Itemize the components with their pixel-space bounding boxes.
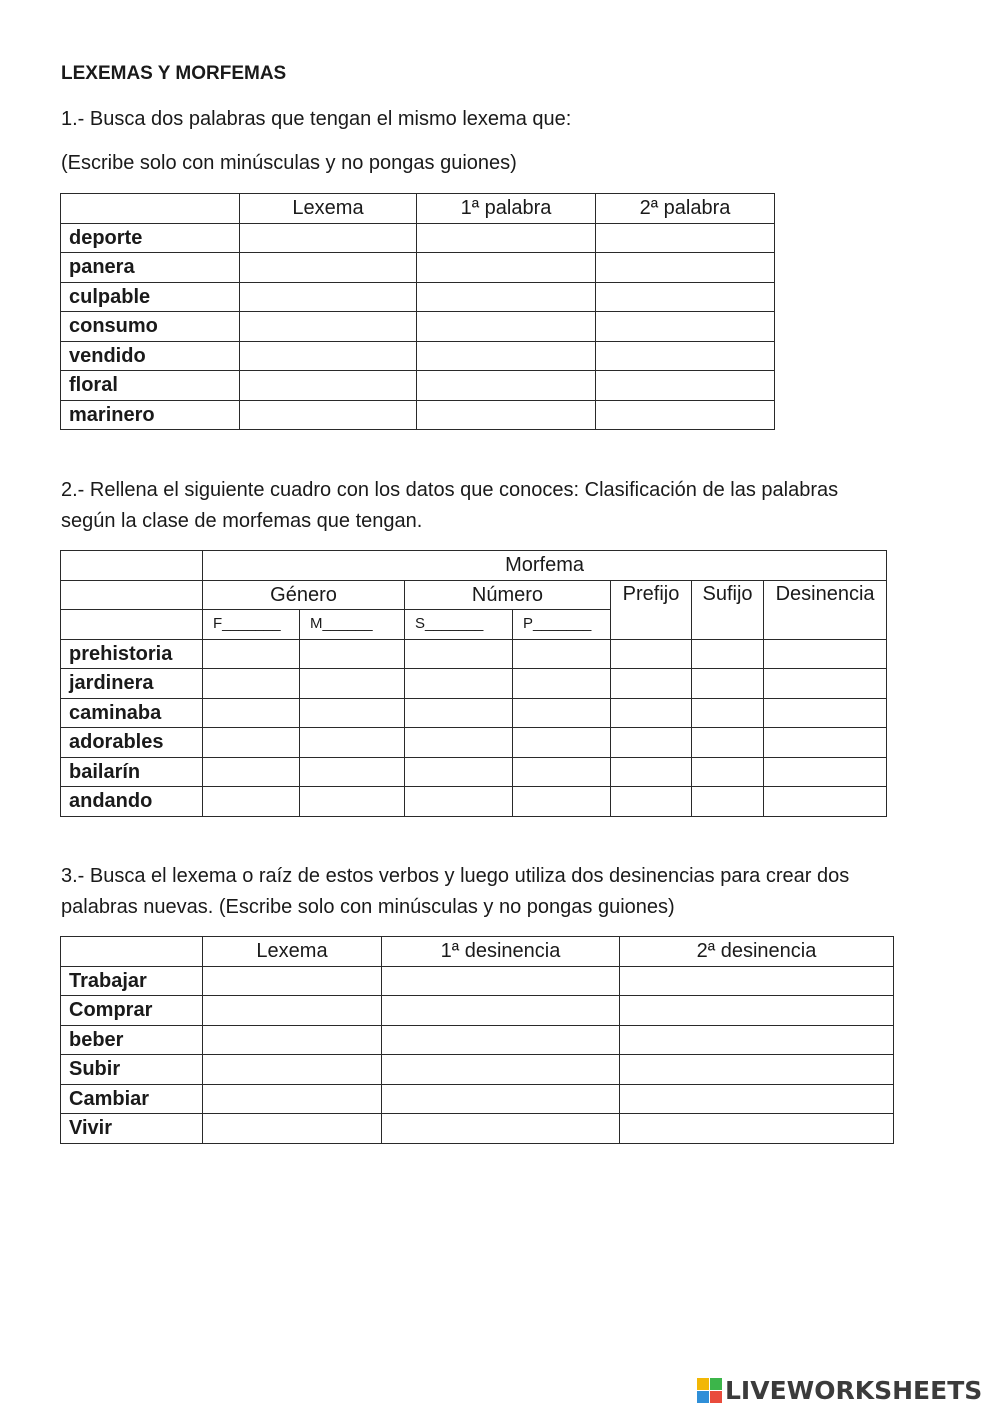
answer-cell[interactable] [382, 966, 620, 996]
plural-subheader: P_______ [513, 610, 611, 640]
answer-cell[interactable] [620, 1025, 894, 1055]
answer-cell[interactable] [692, 669, 764, 699]
answer-cell[interactable] [300, 639, 405, 669]
table-row [61, 1025, 894, 1055]
answer-cell[interactable] [417, 371, 596, 401]
answer-cell[interactable] [596, 400, 775, 430]
masculino-subheader: M______ [300, 610, 405, 640]
answer-cell[interactable] [620, 996, 894, 1026]
row-word: panera [61, 253, 240, 283]
answer-cell[interactable] [692, 757, 764, 787]
answer-cell[interactable] [203, 757, 300, 787]
desinencia-table [60, 936, 894, 1144]
logo-square [697, 1378, 709, 1390]
answer-cell[interactable] [513, 787, 611, 817]
answer-cell[interactable] [240, 371, 417, 401]
column-header: 2ª desinencia [620, 937, 894, 967]
answer-cell[interactable] [382, 1055, 620, 1085]
answer-cell[interactable] [203, 669, 300, 699]
answer-cell[interactable] [764, 639, 887, 669]
answer-cell[interactable] [417, 341, 596, 371]
answer-cell[interactable] [513, 639, 611, 669]
row-word: marinero [61, 400, 240, 430]
answer-cell[interactable] [417, 400, 596, 430]
answer-cell[interactable] [203, 728, 300, 758]
answer-cell[interactable] [405, 728, 513, 758]
row-word: beber [61, 1025, 203, 1055]
answer-cell[interactable] [240, 282, 417, 312]
answer-cell[interactable] [405, 787, 513, 817]
table-header-row [61, 937, 894, 967]
section2-instruction-line2: según la clase de morfemas que tengan. [61, 510, 423, 532]
logo-square [710, 1378, 722, 1390]
row-word: adorables [61, 728, 203, 758]
answer-cell[interactable] [405, 639, 513, 669]
answer-cell[interactable] [596, 253, 775, 283]
sufijo-header: Sufijo [692, 580, 764, 639]
column-header: 1ª desinencia [382, 937, 620, 967]
row-word: Comprar [61, 996, 203, 1026]
answer-cell[interactable] [300, 728, 405, 758]
row-word: floral [61, 371, 240, 401]
answer-cell[interactable] [240, 400, 417, 430]
answer-cell[interactable] [596, 312, 775, 342]
table-row [61, 312, 775, 342]
table-header-row [61, 551, 887, 581]
column-header: Lexema [203, 937, 382, 967]
answer-cell[interactable] [596, 341, 775, 371]
answer-cell[interactable] [596, 282, 775, 312]
row-word: caminaba [61, 698, 203, 728]
answer-cell[interactable] [611, 639, 692, 669]
answer-cell[interactable] [513, 728, 611, 758]
answer-cell[interactable] [417, 253, 596, 283]
answer-cell[interactable] [300, 669, 405, 699]
genero-header: Género [203, 580, 405, 610]
section3-instruction-line2: palabras nuevas. (Escribe solo con minúsculas y no pongas guiones) [61, 896, 675, 918]
morfema-header: Morfema [203, 551, 887, 581]
answer-cell[interactable] [764, 757, 887, 787]
table-row [61, 757, 887, 787]
corner-cell [61, 937, 203, 967]
answer-cell[interactable] [300, 787, 405, 817]
row-word: andando [61, 787, 203, 817]
answer-cell[interactable] [417, 282, 596, 312]
row-word: consumo [61, 312, 240, 342]
row-word: Subir [61, 1055, 203, 1085]
section2-instruction [61, 475, 838, 537]
answer-cell[interactable] [764, 698, 887, 728]
answer-cell[interactable] [513, 669, 611, 699]
answer-cell[interactable] [692, 639, 764, 669]
answer-cell[interactable] [620, 1084, 894, 1114]
answer-cell[interactable] [611, 728, 692, 758]
column-header: 1ª palabra [417, 194, 596, 224]
answer-cell[interactable] [596, 223, 775, 253]
row-word: Vivir [61, 1114, 203, 1144]
brand-name: LIVEWORKSHEETS [725, 1376, 983, 1405]
answer-cell[interactable] [692, 728, 764, 758]
morfema-table [60, 550, 887, 817]
corner-cell [61, 194, 240, 224]
answer-cell[interactable] [203, 1114, 382, 1144]
answer-cell[interactable] [203, 1055, 382, 1085]
answer-cell[interactable] [620, 1055, 894, 1085]
answer-cell[interactable] [513, 698, 611, 728]
section3-instruction [61, 861, 849, 923]
column-header: 2ª palabra [596, 194, 775, 224]
answer-cell[interactable] [417, 223, 596, 253]
logo-square [697, 1391, 709, 1403]
answer-cell[interactable] [692, 698, 764, 728]
femenino-subheader: F_______ [203, 610, 300, 640]
answer-cell[interactable] [764, 669, 887, 699]
table-row [61, 1055, 894, 1085]
answer-cell[interactable] [611, 669, 692, 699]
answer-cell[interactable] [382, 1025, 620, 1055]
corner-cell [61, 580, 203, 610]
section1-note: (Escribe solo con minúsculas y no pongas guiones) [61, 152, 517, 174]
answer-cell[interactable] [405, 669, 513, 699]
table-row [61, 400, 775, 430]
answer-cell[interactable] [300, 757, 405, 787]
row-word: Trabajar [61, 966, 203, 996]
table-row [61, 996, 894, 1026]
answer-cell[interactable] [611, 757, 692, 787]
answer-cell[interactable] [240, 223, 417, 253]
liveworksheets-logo-icon [697, 1378, 722, 1403]
answer-cell[interactable] [300, 698, 405, 728]
table-row [61, 223, 775, 253]
answer-cell[interactable] [405, 698, 513, 728]
page-title: LEXEMAS Y MORFEMAS [61, 63, 287, 84]
table-header-row [61, 580, 887, 610]
answer-cell[interactable] [764, 787, 887, 817]
lexema-table [60, 193, 775, 430]
corner-cell [61, 551, 203, 581]
answer-cell[interactable] [611, 698, 692, 728]
table-row [61, 669, 887, 699]
desinencia-header: Desinencia [764, 580, 887, 639]
answer-cell[interactable] [203, 1084, 382, 1114]
answer-cell[interactable] [203, 1025, 382, 1055]
table-row [61, 966, 894, 996]
answer-cell[interactable] [382, 996, 620, 1026]
answer-cell[interactable] [203, 698, 300, 728]
liveworksheets-brand[interactable] [697, 1376, 982, 1405]
answer-cell[interactable] [203, 787, 300, 817]
section3-instruction-line1: 3.- Busca el lexema o raíz de estos verbos y luego utiliza dos desinencias para crear dos [61, 865, 850, 887]
row-word: jardinera [61, 669, 203, 699]
answer-cell[interactable] [382, 1084, 620, 1114]
answer-cell[interactable] [596, 371, 775, 401]
answer-cell[interactable] [240, 341, 417, 371]
column-header: Lexema [240, 194, 417, 224]
section2-instruction-line1: 2.- Rellena el siguiente cuadro con los datos que conoces: Clasificación de las palabras [61, 479, 839, 501]
answer-cell[interactable] [620, 966, 894, 996]
table-row [61, 371, 775, 401]
answer-cell[interactable] [764, 728, 887, 758]
row-word: bailarín [61, 757, 203, 787]
row-word: prehistoria [61, 639, 203, 669]
answer-cell[interactable] [692, 787, 764, 817]
answer-cell[interactable] [203, 966, 382, 996]
row-word: vendido [61, 341, 240, 371]
row-word: deporte [61, 223, 240, 253]
answer-cell[interactable] [620, 1114, 894, 1144]
answer-cell[interactable] [513, 757, 611, 787]
table-row [61, 341, 775, 371]
row-word: culpable [61, 282, 240, 312]
answer-cell[interactable] [382, 1114, 620, 1144]
answer-cell[interactable] [417, 312, 596, 342]
table-header-row [61, 194, 775, 224]
answer-cell[interactable] [240, 312, 417, 342]
row-word: Cambiar [61, 1084, 203, 1114]
answer-cell[interactable] [405, 757, 513, 787]
answer-cell[interactable] [203, 639, 300, 669]
corner-cell [61, 610, 203, 640]
table-row [61, 787, 887, 817]
logo-square [710, 1391, 722, 1403]
table-row [61, 1114, 894, 1144]
table-row [61, 253, 775, 283]
prefijo-header: Prefijo [611, 580, 692, 639]
table-row [61, 1084, 894, 1114]
table-row [61, 282, 775, 312]
numero-header: Número [405, 580, 611, 610]
section1-instruction: 1.- Busca dos palabras que tengan el mismo lexema que: [61, 108, 572, 130]
table-row [61, 639, 887, 669]
answer-cell[interactable] [611, 787, 692, 817]
table-row [61, 698, 887, 728]
singular-subheader: S_______ [405, 610, 513, 640]
table-row [61, 728, 887, 758]
answer-cell[interactable] [240, 253, 417, 283]
answer-cell[interactable] [203, 996, 382, 1026]
